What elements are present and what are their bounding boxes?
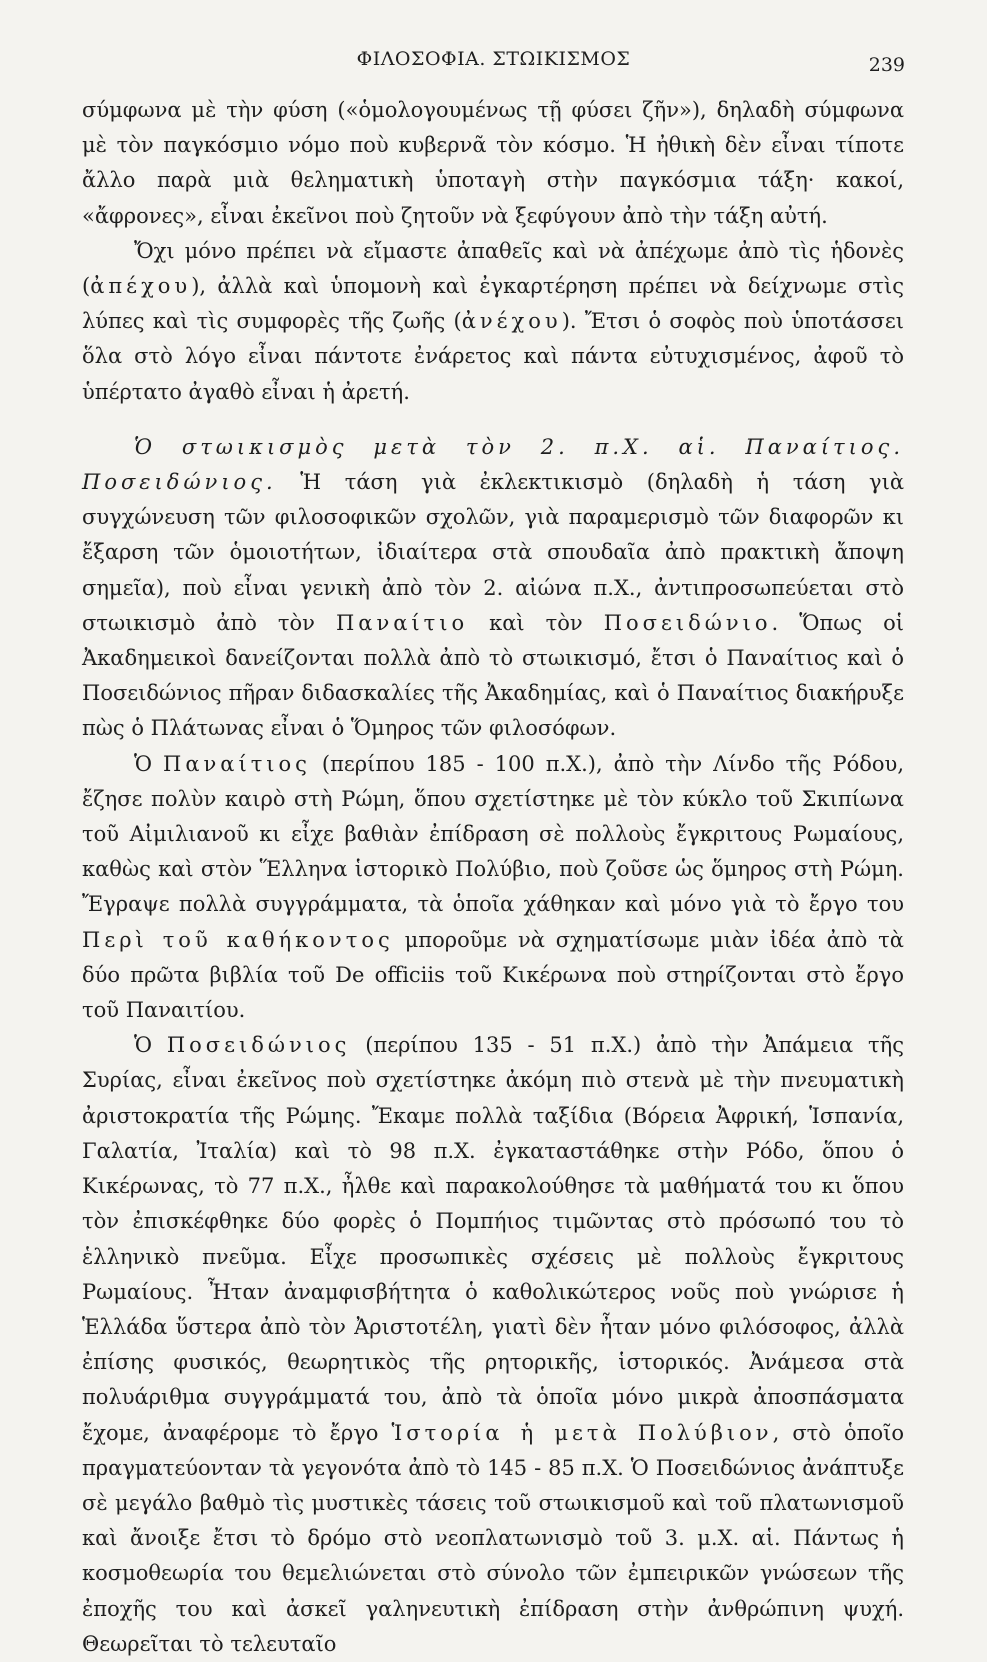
text-segment: ἀπέχου <box>90 274 192 299</box>
running-title: ΦΙΛΟΣΟΦΙΑ. ΣΤΩΙΚΙΣΜΟΣ <box>356 48 631 70</box>
text-segment: ), ἀλλὰ καὶ ὑπομονὴ καὶ ἐγκαρτέρηση πρέπει νὰ δείχνωμε στὶς λύπες καὶ τὶς συμφορὲς τῆς ζωῆς ( <box>82 274 904 334</box>
text-segment: Ἱστορία ἡ μετὰ Πολύβιον <box>391 1420 773 1445</box>
text-segment: Παναίτιο <box>335 610 469 635</box>
paragraph-5-poseidonios <box>82 1028 904 1662</box>
text-segment: (περίπου 135 - 51 π.Χ.) ἀπὸ τὴν Ἀπάμεια τῆς Συρίας, εἶναι ἐκεῖνος ποὺ σχετίστηκε ἀκόμη πιὸ στενὰ μὲ τὴν πνευματικὴ ἀριστοκρατία τῆς Ρώμης. Ἔκαμε πολλὰ ταξίδια (Βόρεια Ἀφρική, Ἱσπανία, Γαλατία, Ἰταλία) καὶ τὸ 98 π.Χ. ἐγκαταστάθηκε στὴν Ρόδο, ὅπου ὁ Κικέρωνας, τὸ 77 π.Χ., ἦλθε καὶ παρακολούθησε τὰ μαθήματά του κι ὅπου τὸν ἐπισκέφθηκε δύο φορὲς ὁ Πομπήιος τιμῶντας στὸ πρόσωπό του τὸ ἑλληνικὸ πνεῦμα. Εἶχε προσωπικὲς σχέσεις μὲ πολλοὺς ἔγκριτους Ρωμαίους. Ἦταν ἀναμφισβήτητα ὁ καθολικώτερος νοῦς ποὺ γνώρισε ἡ Ἑλλάδα ὕστερα ἀπὸ τὸν Ἀριστοτέλη, γιατὶ δὲν ἦταν μόνο φιλόσοφος, ἀλλὰ ἐπίσης φυσικός, θεωρητικὸς τῆς ρητορικῆς, ἱστορικός. Ἀνάμεσα στὰ πολυάριθμα συγγράμματά του, ἀπὸ τὰ ὁποῖα μόνο μικρὰ ἀποσπάσματα ἔχομε, ἀναφέρομε τὸ ἔργο <box>82 1033 904 1445</box>
body-text <box>82 93 904 1662</box>
paragraph-4-panaitios <box>82 747 904 1029</box>
paragraph-2 <box>82 234 904 410</box>
text-segment: Ἡ τάση γιὰ ἐκλεκτικισμὸ (δηλαδὴ ἡ τάση γιὰ συγχώνευση τῶν φιλοσοφικῶν σχολῶν, γιὰ παραμερισμὸ τῶν διαφορῶν κι ἔξαρση τῶν ὁμοιοτήτων, ἰδιαίτερα στὰ σπουδαῖα ἀπὸ πρακτικὴ ἄποψη σημεῖα), ποὺ εἶναι γενικὴ ἀπὸ τὸν 2. αἰώνα π.Χ., ἀντιπροσωπεύεται στὸ στωικισμὸ ἀπὸ τὸν <box>82 470 904 635</box>
running-head <box>0 42 987 76</box>
text-segment: Ὁ <box>134 751 164 776</box>
text-segment: ). Ἔτσι ὁ σοφὸς ποὺ ὑποτάσσει ὅλα στὸ λόγο εἶναι πάντοτε ἐνάρετος καὶ πάντα εὐτυχισμένος, ἀφοῦ τὸ ὑπέρτατο ἀγαθὸ εἶναι ἡ ἀρετή. <box>82 309 904 404</box>
text-segment: Περὶ τοῦ καθήκοντος <box>82 927 394 952</box>
page-number: 239 <box>868 54 905 76</box>
paragraph-1 <box>82 93 904 234</box>
text-segment: (περίπου 185 - 100 π.Χ.), ἀπὸ τὴν Λίνδο τῆς Ρόδου, ἔζησε πολὺν καιρὸ στὴ Ρώμη, ὅπου σχετίστηκε μὲ τὸν κύκλο τοῦ Σκιπίωνα τοῦ Αἰμιλιανοῦ κι εἶχε βαθιὰν ἐπίδραση σὲ πολλοὺς ἔγκριτους Ρωμαίους, καθὼς καὶ στὸν Ἕλληνα ἱστορικὸ Πολύβιο, ποὺ ζοῦσε ὡς ὅμηρος στὴ Ρώμη. Ἔγραψε πολλὰ συγγράμματα, τὰ ὁποῖα χάθηκαν καὶ μόνο γιὰ τὸ ἔργο του <box>82 751 904 917</box>
text-segment: Ποσειδώνιο <box>603 610 772 635</box>
text-segment: Παναίτιος <box>163 751 311 776</box>
paragraph-3-section-panaitios-poseidonios <box>82 430 904 747</box>
text-segment: ἀνέχου <box>461 309 562 334</box>
text-segment: , στὸ ὁποῖο πραγματεύονταν τὰ γεγονότα ἀπὸ τὸ 145 - 85 π.Χ. Ὁ Ποσειδώνιος ἀνάπτυξε σὲ μεγάλο βαθμὸ τὶς μυστικὲς τάσεις τοῦ στωικισμοῦ καὶ τοῦ πλατωνισμοῦ καὶ ἄνοιξε ἔτσι τὸ δρόμο στὸ νεοπλατωνισμὸ τοῦ 3. μ.Χ. αἱ. Πάντως ἡ κοσμοθεωρία του θεμελιώνεται στὸ σύνολο τῶν ἐμπειρικῶν γνώσεων τῆς ἐποχῆς του καὶ ἀσκεῖ γαληνευτικὴ ἐπίδραση στὴν ἀνθρώπινη ψυχή. Θεωρεῖται τὸ τελευταῖο <box>82 1420 904 1656</box>
text-segment: Ὁ <box>134 1033 167 1058</box>
text-segment: Ποσειδώνιος <box>166 1033 351 1058</box>
text-segment: καὶ τὸν <box>468 610 604 635</box>
text-segment: . Ὅπως οἱ Ἀκαδημεικοὶ δανείζονται πολλὰ ἀπὸ τὸ στωικισμό, ἔτσι ὁ Παναίτιος καὶ ὁ Ποσειδώνιος πῆραν διδασκαλίες τῆς Ἀκαδημίας, καὶ ὁ Παναίτιος διακήρυξε πὼς ὁ Πλάτωνας εἶναι ὁ Ὅμηρος τῶν φιλοσόφων. <box>82 610 904 741</box>
text-segment: Ὁ στωικισμὸς μετὰ τὸν 2. π.Χ. αἱ. Παναίτιος. Ποσειδώνιος. <box>82 434 904 495</box>
text-segment: Ὄχι μόνο πρέπει νὰ εἴμαστε ἀπαθεῖς καὶ νὰ ἀπέχωμε ἀπὸ τὶς ἡδονὲς ( <box>82 238 904 299</box>
text-segment: σύμφωνα μὲ τὴν φύση («ὁμολογουμένως τῇ φύσει ζῆν»), δηλαδὴ σύμφωνα μὲ τὸν παγκόσμιο νόμο ποὺ κυβερνᾶ τὸν κόσμο. Ἡ ἠθικὴ δὲν εἶναι τίποτε ἄλλο παρὰ μιὰ θεληματικὴ ὑποταγὴ στὴν παγκόσμια τάξη· κακοί, «ἄφρονες», εἶναι ἐκεῖνοι ποὺ ζητοῦν νὰ ξεφύγουν ἀπὸ τὴν τάξη αὐτή. <box>82 98 904 228</box>
text-segment: μποροῦμε νὰ σχηματίσωμε μιὰν ἰδέα ἀπὸ τὰ δύο πρῶτα βιβλία τοῦ De officiis τοῦ Κικέρωνα ποὺ στηρίζονται στὸ ἔργο τοῦ Παναιτίου. <box>82 927 904 1023</box>
